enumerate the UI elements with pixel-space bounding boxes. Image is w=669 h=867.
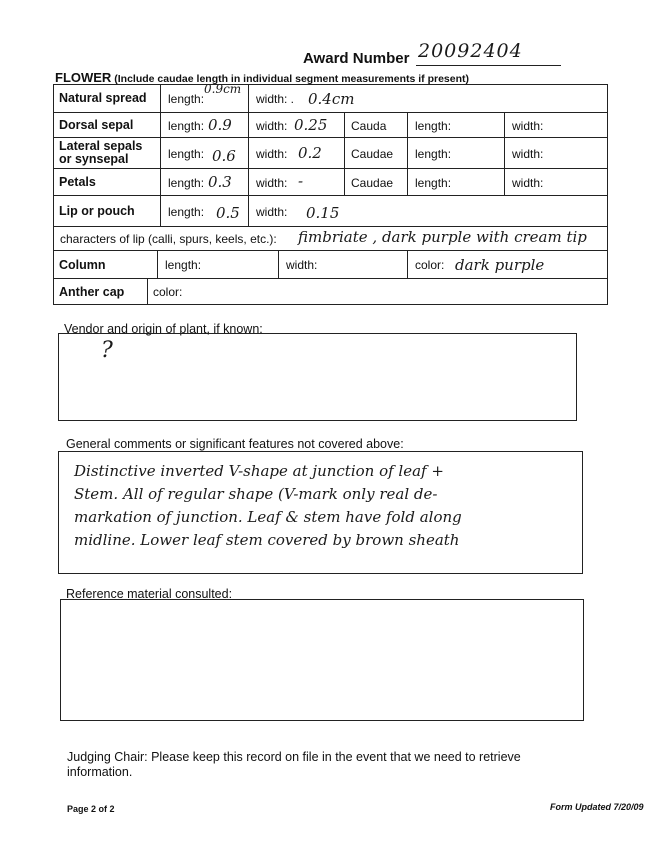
award-number-value[interactable]: 20092404 <box>418 40 523 62</box>
natural-spread-label: Natural spread <box>59 91 147 105</box>
column-length-label: length: <box>165 258 202 272</box>
dorsal-sepal-length-label: length: <box>168 119 205 133</box>
lip-characters-value[interactable]: fimbriate , dark purple with cream tip <box>298 228 587 246</box>
lip-label: Lip or pouch <box>59 204 135 218</box>
lateral-sepals-caudae-length-label: length: <box>415 147 452 161</box>
lateral-sepals-length-label: length: <box>168 147 205 161</box>
column-width-label: width: <box>286 258 318 272</box>
lateral-sepals-width-value[interactable]: 0.2 <box>298 144 322 162</box>
dorsal-sepal-length-value[interactable]: 0.9 <box>208 116 232 134</box>
award-number-label: Award Number <box>303 50 410 67</box>
flower-section-header <box>55 70 469 85</box>
comment-line: Stem. All of regular shape (V-mark only real de- <box>74 485 438 503</box>
natural-spread-width-value[interactable]: 0.4cm <box>308 90 355 108</box>
petals-label: Petals <box>59 175 96 189</box>
lateral-sepals-width-label: width: <box>256 147 288 161</box>
natural-spread-length-label: length: <box>168 92 205 106</box>
lateral-sepals-label-line1: Lateral sepals <box>59 139 143 153</box>
lateral-sepals-length-value[interactable]: 0.6 <box>212 147 236 165</box>
petals-width-label: width: <box>256 176 288 190</box>
lip-width-label: width: <box>256 205 288 219</box>
petals-length-label: length: <box>168 176 205 190</box>
petals-caudae-width-label: width: <box>512 176 544 190</box>
lateral-sepals-label <box>59 140 142 166</box>
anther-cap-color-label: color: <box>153 285 183 299</box>
vendor-label: Vendor and origin of plant, if known: <box>64 322 263 336</box>
form-updated-date: Form Updated 7/20/09 <box>550 802 644 812</box>
reference-box[interactable] <box>60 599 584 721</box>
petals-caudae-length-label: length: <box>415 176 452 190</box>
dorsal-sepal-cauda-label: Cauda <box>351 119 387 133</box>
column-color-label: color: <box>415 258 445 272</box>
award-number-underline <box>416 65 561 66</box>
lip-width-value[interactable]: 0.15 <box>306 204 340 222</box>
comment-line: Distinctive inverted V-shape at junction of leaf + <box>74 462 444 480</box>
vendor-value: ? <box>101 338 113 363</box>
lateral-sepals-caudae-label: Caudae <box>351 147 394 161</box>
reference-label: Reference material consulted: <box>66 587 233 601</box>
natural-spread-width-label: width: . <box>256 92 295 106</box>
dorsal-sepal-width-value[interactable]: 0.25 <box>294 116 328 134</box>
natural-spread-length-value[interactable]: 0.9cm <box>204 82 242 96</box>
anther-cap-label: Anther cap <box>59 285 125 299</box>
dorsal-sepal-cauda-width-label: width: <box>512 119 544 133</box>
column-color-value[interactable]: dark purple <box>455 256 545 274</box>
lip-length-value[interactable]: 0.5 <box>216 204 240 222</box>
vendor-box[interactable] <box>58 333 577 421</box>
judging-note: Judging Chair: Please keep this record on file in the event that we need to retrieve information. <box>67 750 521 779</box>
comments-label: General comments or significant features not covered above: <box>66 437 404 451</box>
flower-title: FLOWER <box>55 70 112 85</box>
dorsal-sepal-cauda-length-label: length: <box>415 119 452 133</box>
petals-caudae-label: Caudae <box>351 176 394 190</box>
petals-width-value[interactable]: - <box>298 172 304 190</box>
flower-note: (Include caudae length in individual segment measurements if present) <box>114 73 469 85</box>
lip-length-label: length: <box>168 205 205 219</box>
dorsal-sepal-label: Dorsal sepal <box>59 118 134 132</box>
dorsal-sepal-width-label: width: <box>256 119 288 133</box>
lateral-sepals-label-line2: or synsepal <box>59 152 129 166</box>
lateral-sepals-caudae-width-label: width: <box>512 147 544 161</box>
lip-characters-label: characters of lip (calli, spurs, keels, etc.): <box>60 232 277 246</box>
petals-length-value[interactable]: 0.3 <box>208 173 232 191</box>
comment-line: markation of junction. Leaf & stem have fold along <box>74 508 462 526</box>
comment-line: midline. Lower leaf stem covered by brown sheath <box>74 531 460 549</box>
column-label: Column <box>59 258 106 272</box>
page-number: Page 2 of 2 <box>67 804 115 814</box>
